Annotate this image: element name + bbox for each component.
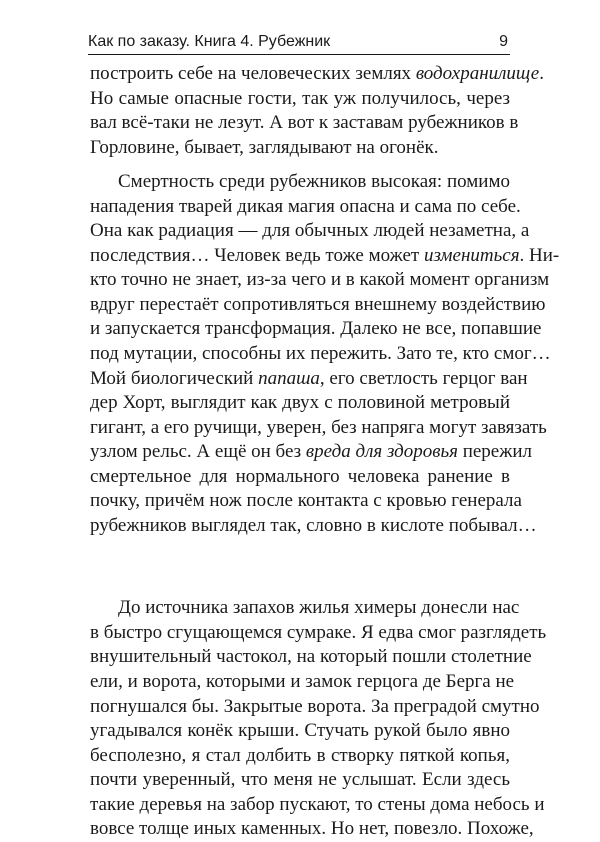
text-run: почти уверенный, что меня не услышат. Если здесь — [90, 769, 510, 791]
text-line — [90, 621, 547, 646]
text-run: рубежников выглядел так, словно в кислоте побывал… — [90, 514, 537, 536]
text-run: и запускается трансформация. Далеко не все, попавшие — [90, 318, 542, 340]
text-line — [90, 219, 530, 244]
text-run: вал всё-таки не лезут. А вот к заставам рубежников в — [90, 112, 519, 134]
text-run: вовсе толще иных каменных. Но нет, повезло. Похоже, — [90, 818, 534, 840]
text-line — [90, 489, 522, 514]
text-line — [90, 514, 537, 539]
text-line — [90, 719, 510, 744]
italic-text: папаша — [258, 367, 320, 389]
text-run: бесполезно, я стал долбить в створку пяткой копья, — [90, 744, 510, 766]
text-line — [90, 670, 515, 695]
text-line — [90, 195, 521, 220]
text-run: под мутации, способны их пережить. Зато те, кто смог… — [90, 343, 551, 365]
text-run: гигант, а его ручищи, уверен, без напряга могут завязать — [90, 416, 547, 438]
text-run: почку, причём нож после контакта с кровью генерала — [90, 490, 522, 512]
text-run: узлом рельс. А ещё он без — [90, 441, 306, 463]
text-run: ели, и ворота, которыми и замок герцога де Берга не — [90, 671, 515, 693]
text-line — [90, 793, 545, 818]
text-run: в быстро сгущающемся сумраке. Я едва смог разглядеть — [90, 621, 547, 643]
text-run: Горловине, бывает, заглядывают на огонёк. — [90, 136, 439, 158]
text-run: последствия… Человек ведь тоже может — [90, 244, 424, 266]
text-line — [90, 317, 542, 342]
italic-text: вреда для здоровья — [305, 441, 458, 463]
text-line — [90, 744, 510, 769]
page-number: 9 — [499, 33, 508, 50]
running-header — [88, 30, 510, 55]
text-run: Но самые опасные гости, так уж получилось, через — [90, 87, 510, 109]
italic-text: измениться — [423, 244, 520, 266]
text-line — [90, 768, 510, 793]
text-line — [90, 62, 544, 87]
text-run: пережил — [457, 441, 532, 463]
text-run: погнушался бы. Закрытые ворота. За преградой смутно — [90, 695, 540, 717]
text-run: такие деревья на забор пускают, то стены дома небось и — [90, 793, 545, 815]
text-line — [90, 136, 510, 161]
text-run: угадывался конёк крыши. Стучать рукой было явно — [90, 720, 510, 742]
paragraph — [90, 62, 544, 160]
text-line — [90, 440, 532, 465]
text-line — [90, 645, 532, 670]
text-line — [90, 465, 510, 490]
text-line — [90, 596, 520, 621]
text-run: Смертность среди рубежников высокая: помимо — [118, 171, 510, 193]
text-line — [90, 695, 540, 720]
text-line — [90, 87, 510, 112]
text-line — [90, 293, 546, 318]
text-run: . — [539, 63, 544, 84]
text-run: вдруг перестаёт сопротивляться внешнему воздействию — [90, 293, 546, 315]
text-run: построить себе на человеческих землях — [90, 63, 416, 84]
text-run: Мой биологический — [90, 367, 259, 389]
text-run: кто точно не знает, из-за чего и в какой момент организм — [90, 269, 550, 291]
text-run: , его светлость герцог ван — [319, 367, 528, 389]
text-run: смертельное для нормального человека ранение в — [90, 465, 510, 487]
text-line — [90, 416, 547, 441]
body-text — [90, 62, 560, 842]
paragraph — [90, 596, 547, 841]
text-line — [90, 817, 534, 842]
text-line — [90, 111, 519, 136]
text-line — [90, 268, 550, 293]
text-line — [90, 342, 551, 367]
paragraph — [90, 170, 560, 538]
running-title: Как по заказу. Книга 4. Рубежник — [88, 33, 331, 50]
text-line — [90, 391, 510, 416]
italic-text: водохранилище — [415, 63, 540, 84]
text-run: . Ни- — [519, 244, 560, 266]
text-run: До источника запахов жилья химеры донесли нас — [118, 597, 520, 619]
text-run: нападения тварей дикая магия опасна и сама по себе. — [90, 195, 521, 217]
section-break — [90, 538, 510, 596]
text-line — [90, 170, 510, 195]
text-line — [90, 367, 528, 392]
text-line — [90, 244, 560, 269]
text-run: дер Хорт, выглядит как двух с половиной метровый — [90, 392, 510, 414]
text-run: внушительный частокол, на который пошли столетние — [90, 646, 532, 668]
text-run: Она как радиация — для обычных людей незаметна, а — [90, 220, 530, 242]
